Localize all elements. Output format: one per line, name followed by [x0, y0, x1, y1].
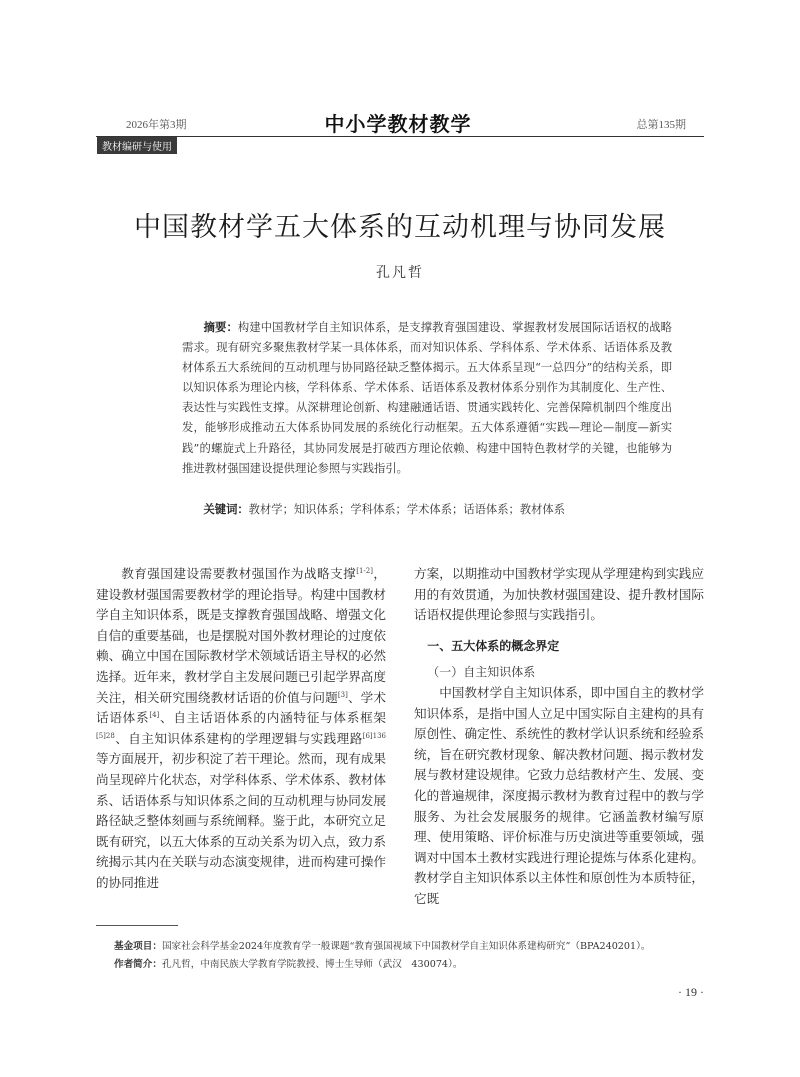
paragraph: 中国教材学自主知识体系，即中国自主的教材学知识体系，是指中国人立足中国实际自主建构的具有原创性、确定性、系统性的教材学认识系统和经验系统，旨在研究教材现象、解决教材问题、揭示教材发展与教材建设规律。它致力总结教材产生、发展、变化的普遍规律，深度揭示教材为教育过程中的教与学服务、为社会发展服务的规律。它涵盖教材编写原理、使用策略、评价标准与历史演进等重要领域，强调对中国本土教材实践进行理论提炼与体系化建构。教材学自主知识体系以主体性和原创性为本质特征，它既 — [414, 684, 704, 906]
subsection-heading: （一）自主知识体系 — [427, 665, 536, 680]
abstract — [182, 318, 672, 479]
header-rule — [96, 136, 704, 137]
abstract-text: 构建中国教材学自主知识体系，是支撑教育强国建设、掌握教材发展国际话语权的战略需求。现有研究多聚焦教材学某一具体体系，而对知识体系、学科体系、学术体系、话语体系及教材体系五大系统间的互动机理与协同路径缺乏整体揭示。五大体系呈现“一总四分”的结构关系，即以知识体系为理论内核，学科体系、学术体系、话语体系及教材体系分别作为其制度化、生产性、表达性与实践性支撑。从深耕理论创新、构建融通话语、贯通实践转化、完善保障机制四个维度出发，能够形成推动五大体系协同发展的系统化行动框架。五大体系遵循“实践—理论—制度—新实践”的螺旋式上升路径，其协同发展是打破西方理论依赖、构建中国特色教材学的关键，也能够为推进教材强国建设提供理论参照与实践指引。 — [182, 321, 672, 475]
footnote-rule — [96, 925, 178, 926]
keywords — [182, 500, 672, 520]
section-heading: 一、五大体系的概念界定 — [427, 638, 560, 653]
issue-number: 2026年第3期 — [126, 119, 187, 131]
body-column-right — [414, 564, 704, 910]
page-number: · 19 · — [678, 985, 704, 999]
paragraph: 方案，以期推动中国教材学实现从学理建构到实践应用的有效贯通，为加快教材强国建设、提升教材国际话语权提供理论参照与实践指引。 — [414, 566, 704, 623]
paragraph: 教育强国建设需要教材强国作为战略支撑[1-2]，建设教材强国需要教材学的理论指导。构建中国教材学自主知识体系，既是支撑教育强国战略、增强文化自信的重要基础，也是摆脱对国外教材理论的过度依赖、确立中国在国际教材学术领域话语主导权的必然选择。近年来，教材学自主发展问题已引起学界高度关注，相关研究围绕教材话语的价值与问题[3]、学术话语体系[4]、自主话语体系的内涵特征与体系框架$^{[5]28}$、自主知识体系建构的学理逻辑与实践理路$^{[6]136}$等方面展开，初步积淀了若干理论。然而，现有成果尚呈现碎片化状态，对学科体系、学术体系、教材体系、话语体系与知识体系之间的互动机理与协同发展路径缺乏整体刻画与系统阐释。鉴于此，本研究立足既有研究，以五大体系的互动关系为切入点，致力系统揭示其内在关联与动态演变规律，进而构建可操作的协同推进 — [96, 566, 387, 890]
abstract-label: 摘要： — [203, 321, 238, 334]
citation[interactable]: [6]136 — [362, 731, 386, 740]
article-title: 中国教材学五大体系的互动机理与协同发展 — [134, 212, 666, 243]
column-tag: 教材编研与使用 — [97, 137, 177, 154]
running-header — [96, 108, 700, 136]
citation[interactable]: [3] — [337, 690, 348, 699]
citation[interactable]: [5]28 — [96, 731, 115, 740]
body-column-left — [96, 564, 386, 894]
total-issue-number: 总第135期 — [636, 119, 686, 131]
footnote-author: 作者简介：孔凡哲，中南民族大学教育学院教授、博士生导师（武汉 430074）。 — [114, 959, 463, 970]
citation[interactable]: [4] — [149, 711, 160, 720]
citation[interactable]: [1-2] — [356, 567, 373, 575]
keywords-label: 关键词： — [203, 503, 249, 516]
article-author: 孔凡哲 — [376, 265, 424, 281]
journal-logo: 中小学教材教学 — [324, 112, 472, 136]
footnote-fund: 基金项目：国家社会科学基金2024年度教育学一般课题“教育强国视域下中国教材学自主知识体系建构研究”（BPA240201）。 — [114, 941, 651, 952]
keywords-text: 教材学；知识体系；学科体系；学术体系；话语体系；教材体系 — [248, 503, 565, 516]
